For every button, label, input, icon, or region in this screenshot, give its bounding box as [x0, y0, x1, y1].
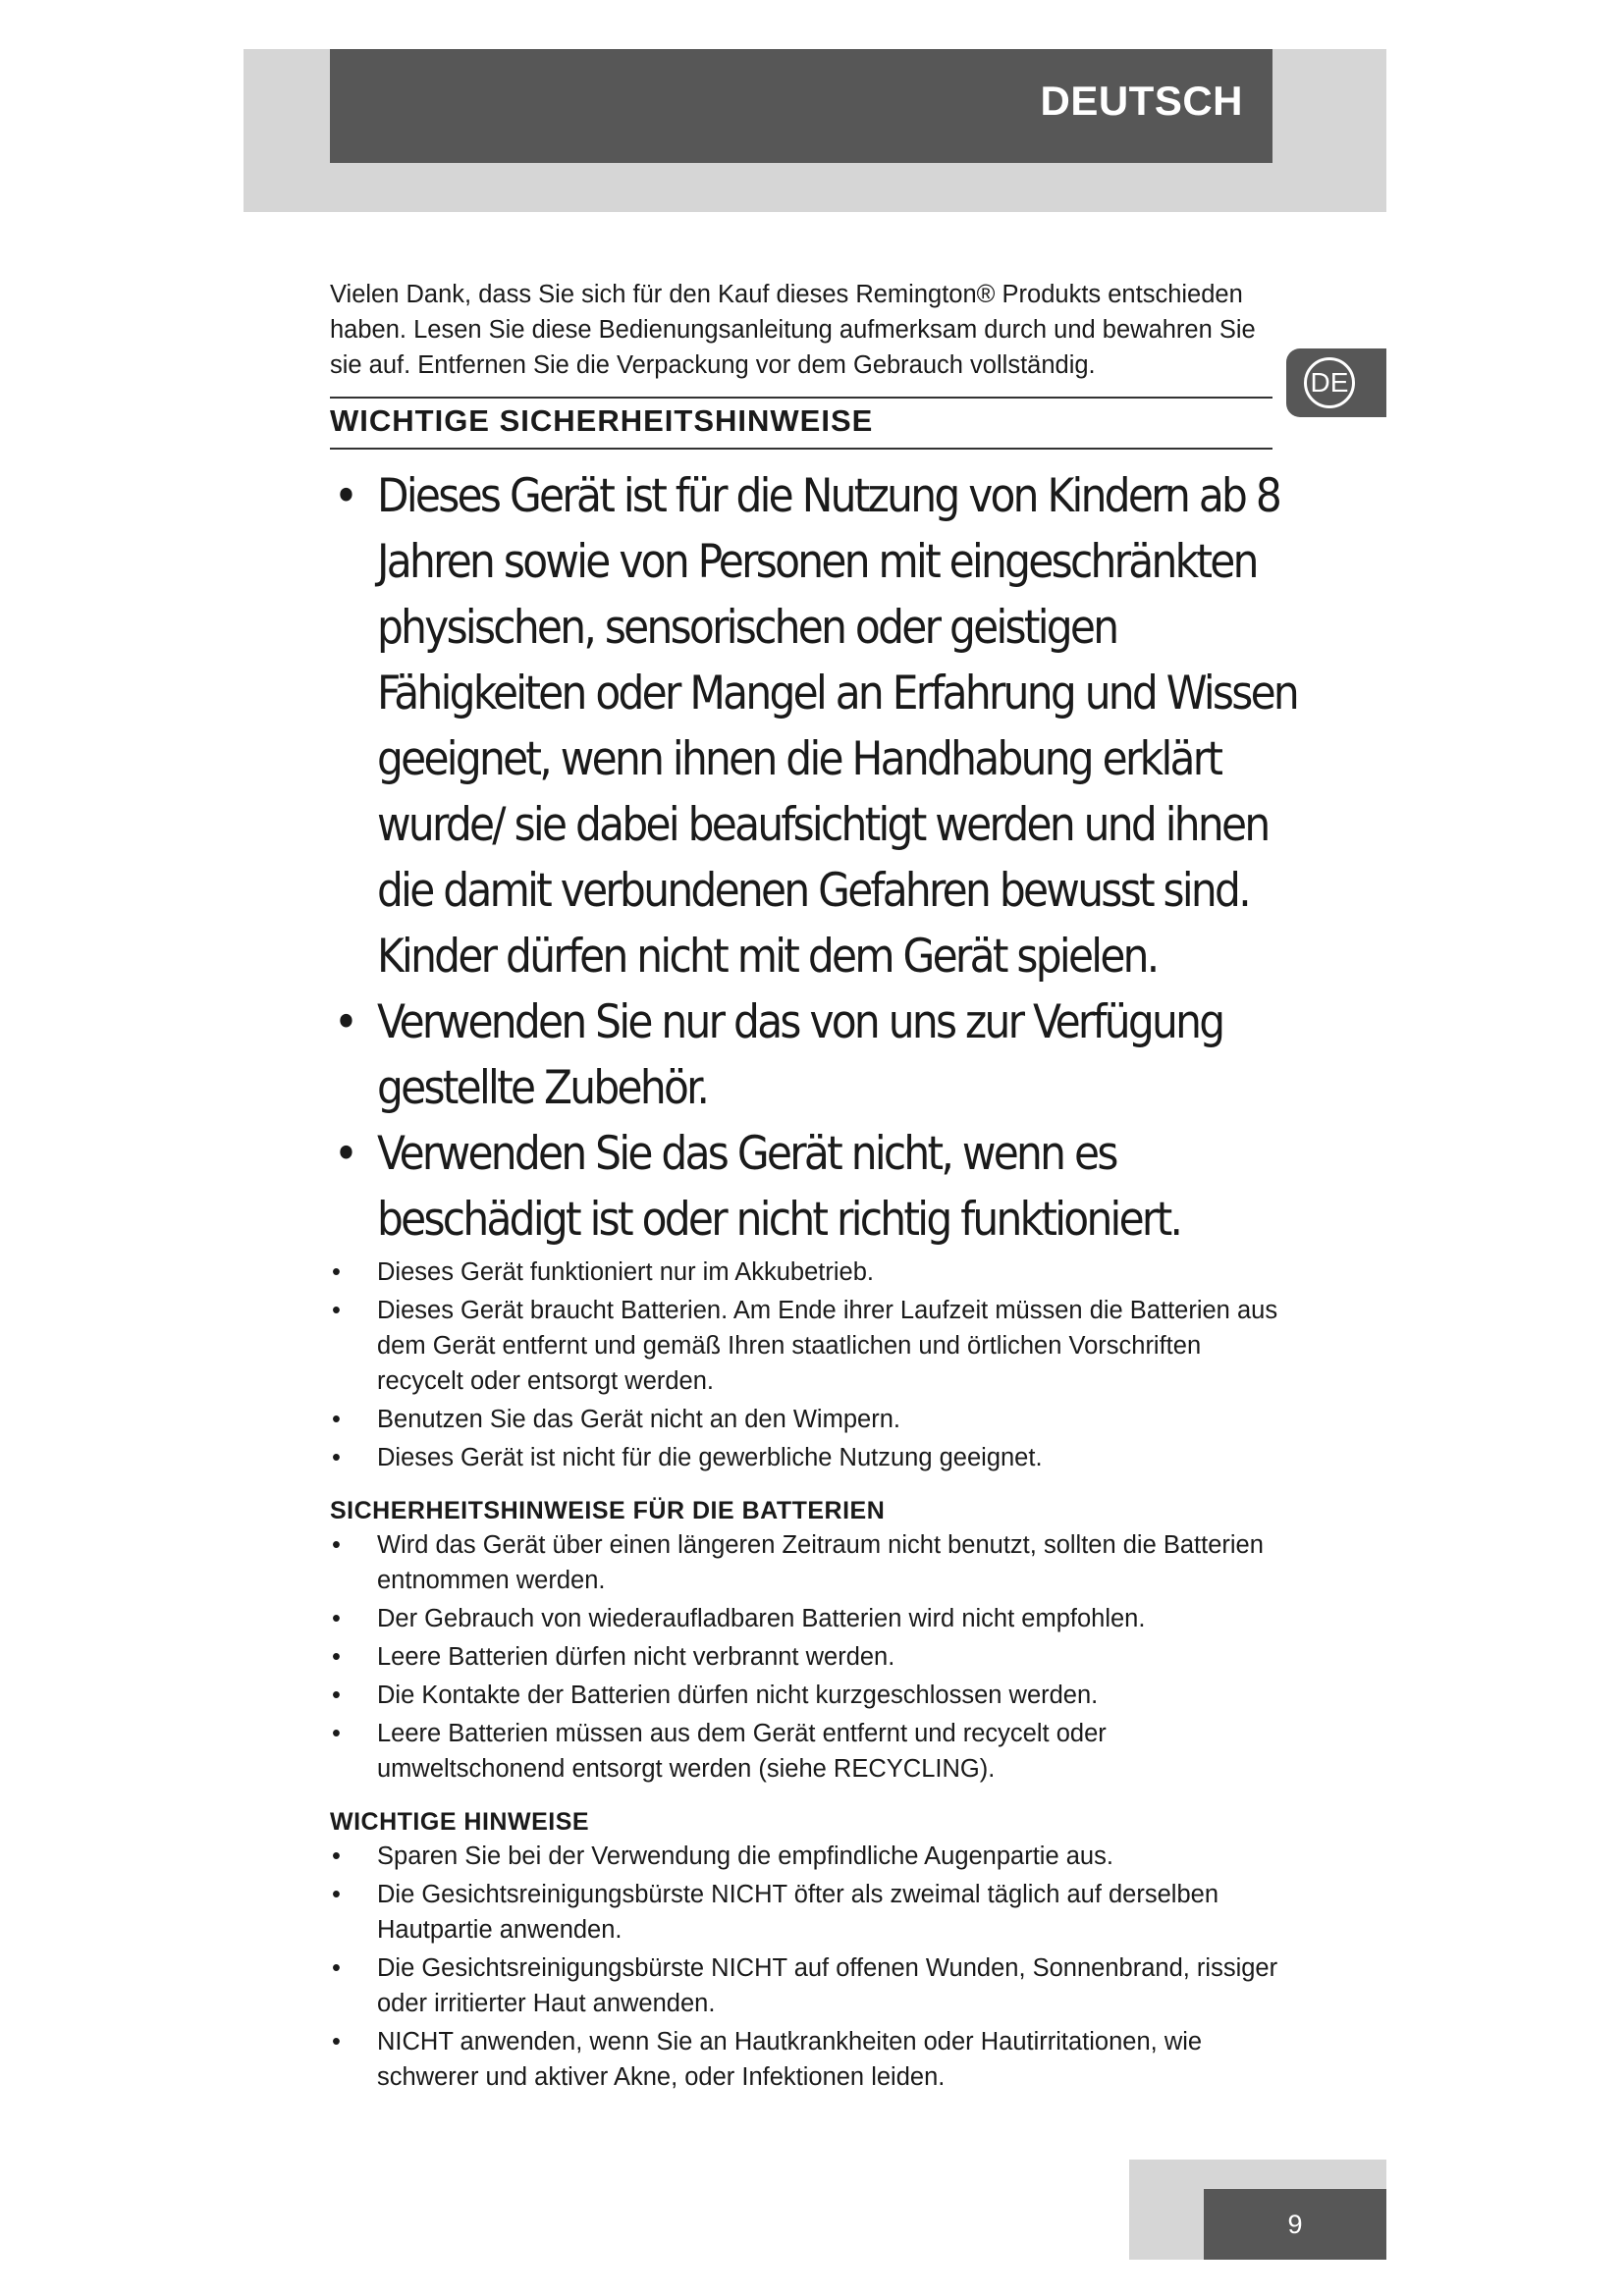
notes-item: • Sparen Sie bei der Verwendung die empfindliche Augenpartie aus. [330, 1839, 1280, 1874]
safety-small-item: • Benutzen Sie das Gerät nicht an den Wimpern. [330, 1402, 1280, 1437]
safety-small-item: • Dieses Gerät funktioniert nur im Akkubetrieb. [330, 1255, 1280, 1290]
battery-item: • Leere Batterien müssen aus dem Gerät entfernt und recycelt oder umweltschonend entsorgt werden (siehe RECYCLING). [330, 1716, 1280, 1787]
section-divider-top [330, 397, 1272, 399]
safety-large-item: • Dieses Gerät ist für die Nutzung von Kindern ab 8 Jahren sowie von Personen mit eingeschränkten physischen, sensorischen oder geistigen Fähigkeiten oder Mangel an Erfahrung und Wissen geeignet, wenn ihnen die Handhabung erklärt wurde/ sie dabei beaufsichtigt werden und ihnen die damit verbundenen Gefahren bewusst sind. Kinder dürfen nicht mit dem Gerät spielen. [330, 463, 1312, 989]
safety-large-list [330, 463, 1312, 1253]
intro-paragraph: Vielen Dank, dass Sie sich für den Kauf dieses Remington® Produkts entschieden haben. Lesen Sie diese Bedienungsanleitung aufmerksam durch und bewahren Sie sie auf. Entfernen Sie die Verpackung vor dem Gebrauch vollständig. [330, 281, 1256, 379]
notes-item: • Die Gesichtsreinigungsbürste NICHT auf offenen Wunden, Sonnenbrand, rissiger oder irritierter Haut anwenden. [330, 1950, 1280, 2021]
de-badge-icon: DE [1304, 357, 1355, 408]
battery-section-title: SICHERHEITSHINWEISE FÜR DIE BATTERIEN [330, 1497, 886, 1524]
safety-large-item: • Verwenden Sie nur das von uns zur Verfügung gestellte Zubehör. [330, 989, 1312, 1121]
battery-item: • Wird das Gerät über einen längeren Zeitraum nicht benutzt, sollten die Batterien entnommen werden. [330, 1527, 1280, 1598]
page-content [330, 277, 1312, 2098]
battery-item: • Leere Batterien dürfen nicht verbrannt werden. [330, 1639, 1280, 1675]
notes-list [330, 1839, 1312, 2095]
battery-list [330, 1527, 1312, 1787]
section-divider-bottom [330, 448, 1272, 450]
notes-item: • Die Gesichtsreinigungsbürste NICHT öfter als zweimal täglich auf derselben Hautpartie anwenden. [330, 1877, 1280, 1948]
safety-small-list [330, 1255, 1312, 1475]
page-number: 9 [1287, 2210, 1303, 2239]
battery-item: • Die Kontakte der Batterien dürfen nicht kurzgeschlossen werden. [330, 1678, 1280, 1713]
safety-small-item: • Dieses Gerät braucht Batterien. Am Ende ihrer Laufzeit müssen die Batterien aus dem Gerät entfernt und gemäß Ihren staatlichen und örtlichen Vorschriften recycelt oder entsorgt werden. [330, 1293, 1280, 1399]
safety-section-title: WICHTIGE SICHERHEITSHINWEISE [330, 403, 874, 438]
notes-section-title: WICHTIGE HINWEISE [330, 1808, 590, 1836]
language-title: DEUTSCH [1040, 78, 1243, 124]
page-number-bar [1204, 2189, 1386, 2260]
battery-item: • Der Gebrauch von wiederaufladbaren Batterien wird nicht empfohlen. [330, 1601, 1280, 1636]
safety-small-item: • Dieses Gerät ist nicht für die gewerbliche Nutzung geeignet. [330, 1440, 1280, 1475]
notes-item: • NICHT anwenden, wenn Sie an Hautkrankheiten oder Hautirritationen, wie schwerer und aktiver Akne, oder Infektionen leiden. [330, 2024, 1280, 2095]
language-header-bar [330, 49, 1272, 163]
safety-large-item: • Verwenden Sie das Gerät nicht, wenn es beschädigt ist oder nicht richtig funktioniert. [330, 1121, 1312, 1253]
